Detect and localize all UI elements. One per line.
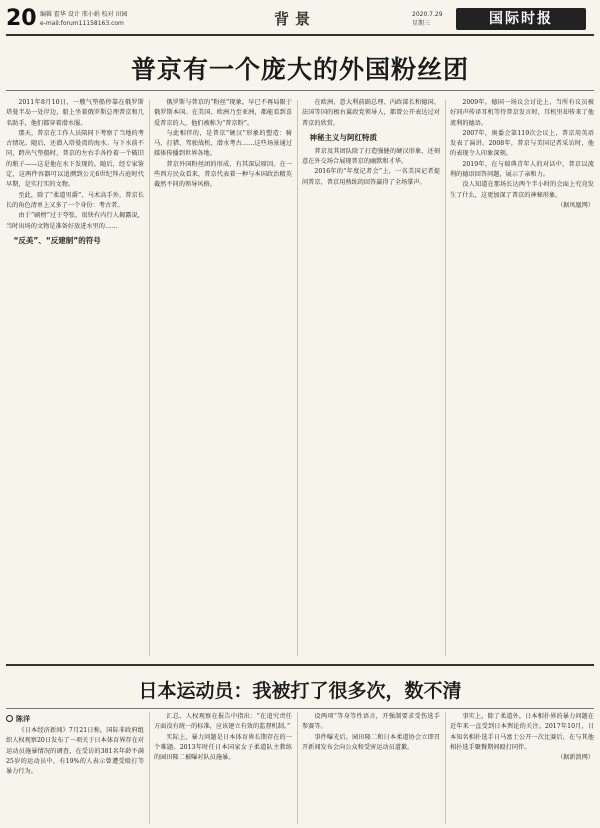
article1-column-4 <box>450 98 594 656</box>
article1-column-1 <box>6 98 144 656</box>
section-title: 背景 <box>274 10 317 28</box>
article2-column-2 <box>154 712 292 824</box>
author-name: 陈洋 <box>16 715 30 723</box>
headline-rule <box>6 708 594 709</box>
article2-column-1 <box>6 712 144 824</box>
column-divider <box>445 100 446 656</box>
paragraph: 在欧洲，意大利前副总理、内政部长和德国、法国等国的极右翼政党领导人，都曾公开表达过对普京的欣赏。 <box>302 99 440 127</box>
paragraph: 实际上，暴力问题是日本体育界长期存在的一个难题。2013年时任日本国家女子柔道队主教练的园田隆二被曝对队员施暴。 <box>154 733 292 762</box>
article2-headline: 日本运动员：我被打了很多次，数不清 <box>138 680 462 702</box>
editors-line: 编辑 霍华 设计 邢小娟 校对 田园 <box>40 11 128 18</box>
paragraph: 2011年8月10日，一艘气垫船停靠在俄罗斯塔曼半岛一处岸边，船上坐着俄罗斯总理普京和几名助手，他们都穿着潜水服。 <box>6 99 144 127</box>
article2-body <box>6 712 594 824</box>
paragraph: 2007年，奥委会第119次会议上，普京用英语发表了演讲。2008年，普京与美国记者采访时，他的表现令人印象深刻。 <box>450 129 594 158</box>
column-divider <box>297 100 298 656</box>
masthead-rule <box>6 34 594 36</box>
paragraph: 由于“刷榜”过于夸张，很快有内行人揭露说，当时出场的文物是准备好放进水里的…… <box>6 212 144 230</box>
article1-credit: （据凤凰网） <box>556 201 594 209</box>
subhead-anti-establishment: “反美”、“反建制”的符号 <box>13 235 101 245</box>
article1-column-2 <box>154 98 292 656</box>
paragraph: 普京外国粉丝团的形成，有其深层原因。在一些西方民众看来，普京代表着一种与本国政治精英截然不同的领导风格。 <box>154 160 292 189</box>
article2-column-3 <box>302 712 440 824</box>
article2-byline <box>6 712 144 726</box>
issue-weekday: 星期三 <box>412 20 431 27</box>
paragraph: 至此，除了“柔道男爵”、马术高手外，普京长长的角色清单上又多了一个身份：考古者。 <box>6 191 144 209</box>
paragraph: 设两项“等身等性语言，开强制要求受伤选手参赛等。 <box>302 713 440 731</box>
issue-date: 2020.7.29 <box>412 11 443 18</box>
column-divider <box>149 712 150 824</box>
paragraph: 普京及其团队除了打造强健的硬汉形象，还刻意在外交场合展现普京的幽默和才华。 <box>302 147 440 166</box>
masthead <box>6 6 594 36</box>
editor-credits <box>40 10 190 28</box>
article-divider <box>6 664 594 666</box>
article1-body <box>6 98 594 658</box>
email-line: e-mail:forum11158163.com <box>40 20 124 27</box>
byline-marker-icon <box>6 715 13 722</box>
paragraph: 没人知道在那场长达两个半小时的会面上究竟发生了什么，这更加深了普京的神秘形象。 <box>450 181 594 199</box>
paragraph: 与此相伴的，是普京“硬汉”形象的塑造：骑马、打猎、驾驶战机、潜水考古……这些场景通过媒体传播到世界各地。 <box>154 129 292 158</box>
column-divider <box>297 712 298 824</box>
paragraph: 汇总。人权观察在报告中指出：“在追究责任方面没有统一的标准，应该建立有效的监督机制。” <box>154 713 292 731</box>
page-number: 20 <box>6 6 37 31</box>
paragraph: 那天，普京在工作人员陪同下考察了当地的考古情况。随后，还潜入塔曼湾的海水。与下水前不同，跨出气垫船时，普京的左右手各拎着一个破旧的瓶子——这是他在水下发现的。随后，经专家鉴定，这两件容器可以追溯到公元6世纪拜占庭时代早期，是实打实的文物。 <box>6 129 144 189</box>
paragraph: 《日本经济新闻》7月21日称，国际非政府组织人权观察20日发布了一项关于日本体育界存在对运动员施暴情况的调查，在受访的381名年龄不满25岁的运动员中，有19%的人表示曾遭受殴打等暴力行为。 <box>6 727 144 776</box>
article1-column-3 <box>302 98 440 656</box>
paragraph: 2016年的“年度记者会”上，一名美国记者提问普京，普京用熟练的回答赢得了全场掌声。 <box>302 168 440 186</box>
paragraph: 俄罗斯与普京的“粉丝”现象，早已不再局限于俄罗斯本国。在美国、欧洲乃至亚洲，都能看到喜爱普京的人，他们被称为“普京粉”。 <box>154 99 292 127</box>
article2-column-4 <box>450 712 594 824</box>
paragraph: 事实上，除了柔道外，日本相扑界的暴力问题在近年来一直受到日本舆论的关注。2017年10月，日本知名相扑选手日马富士公开一次比赛后，在与其他相扑选手聚餐期间殴打同伴。 <box>450 713 594 751</box>
paragraph: 事件曝光后，园田隆二和日本柔道协会立即召开新闻发布会向公众和受害运动员道歉。 <box>302 733 440 751</box>
column-divider <box>149 100 150 656</box>
article2-credit: （据新浪网） <box>556 754 594 762</box>
date-info <box>412 10 452 28</box>
paragraph: 2019年，在与瑞典青年人的对话中，普京以流利的德语回答问题，展示了亲和力。 <box>450 160 594 179</box>
subhead-mystique: 神秘主义与阿红特质 <box>309 132 377 142</box>
newspaper-logo: 国际时报 <box>456 8 586 30</box>
headline-rule <box>6 90 594 91</box>
article1-headline: 普京有一个庞大的外国粉丝团 <box>130 55 469 84</box>
paragraph: 2009年，德国一场议会讨论上，当所有议员被好同声传译耳机等待普京发言时，耳机里却传来了他流利的德语。 <box>450 99 594 127</box>
column-divider <box>445 712 446 824</box>
